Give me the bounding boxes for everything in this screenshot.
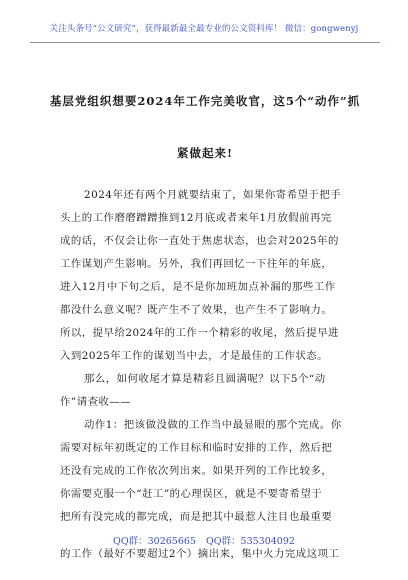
header-note: 关注头条号“公文研究”，获得最新最全最专业的公文资料库！ 微信：gongwenyj bbox=[49, 24, 359, 34]
document-title-line-2: 紧做起来! bbox=[176, 146, 234, 160]
body-line: 入到2025年工作的谋划当中去，才是最佳的工作状态。 bbox=[60, 350, 329, 362]
body-line: 还没有完成的工作依次列出来。如果开列的工作比较多， bbox=[60, 465, 333, 477]
footer-qq-group-1: QQ群：30265665 bbox=[113, 536, 196, 547]
body-line: 把所有没完成的都完成，而是把其中最惹人注目也最重要 bbox=[60, 511, 333, 523]
body-line: 工作谋划产生影响。另外，我们再回忆一下往年的年底， bbox=[60, 258, 333, 270]
body-line: 所以，提早给2024年的工作一个精彩的收尾，然后提早进 bbox=[60, 327, 339, 339]
header-divider bbox=[30, 42, 380, 43]
body-line: 你需要克服一个“赶工”的心理误区，就是不要寄希望于 bbox=[60, 488, 323, 500]
body-line: 作”请查收—— bbox=[60, 396, 132, 408]
document-title-line-1: 基层党组织想要2024年工作完美收官，这5个“动作”抓 bbox=[49, 94, 361, 108]
body-line: 头上的工作磨磨蹭蹭推到12月底或者来年1月放假前再完 bbox=[60, 212, 332, 224]
body-line: 成的话，不仅会让你一直处于焦虑状态，也会对2025年的 bbox=[60, 235, 339, 247]
body-line: 动作1：把该做没做的工作当中最显眼的那个完成。你 bbox=[84, 419, 342, 431]
body-line: 进入12月中下旬之后，是不是你加班加点补漏的那些工作 bbox=[60, 281, 336, 293]
body-line: 需要对标年初既定的工作目标和临时安排的工作，然后把 bbox=[60, 442, 333, 454]
body-line: 那么，如何收尾才算是精彩且圆满呢？以下5个“动 bbox=[84, 373, 326, 385]
footer-qq-group-2: QQ群：535304092 bbox=[205, 536, 295, 547]
body-line: 2024年还有两个月就要结束了，如果你寄希望于把手 bbox=[84, 189, 342, 201]
footer-contact bbox=[0, 533, 408, 547]
body-line: 的工作（最好不要超过2个）摘出来，集中火力完成这项工 bbox=[60, 548, 340, 560]
body-line: 都没什么意义呢？既产生不了效果，也产生不了影响力。 bbox=[60, 304, 333, 316]
